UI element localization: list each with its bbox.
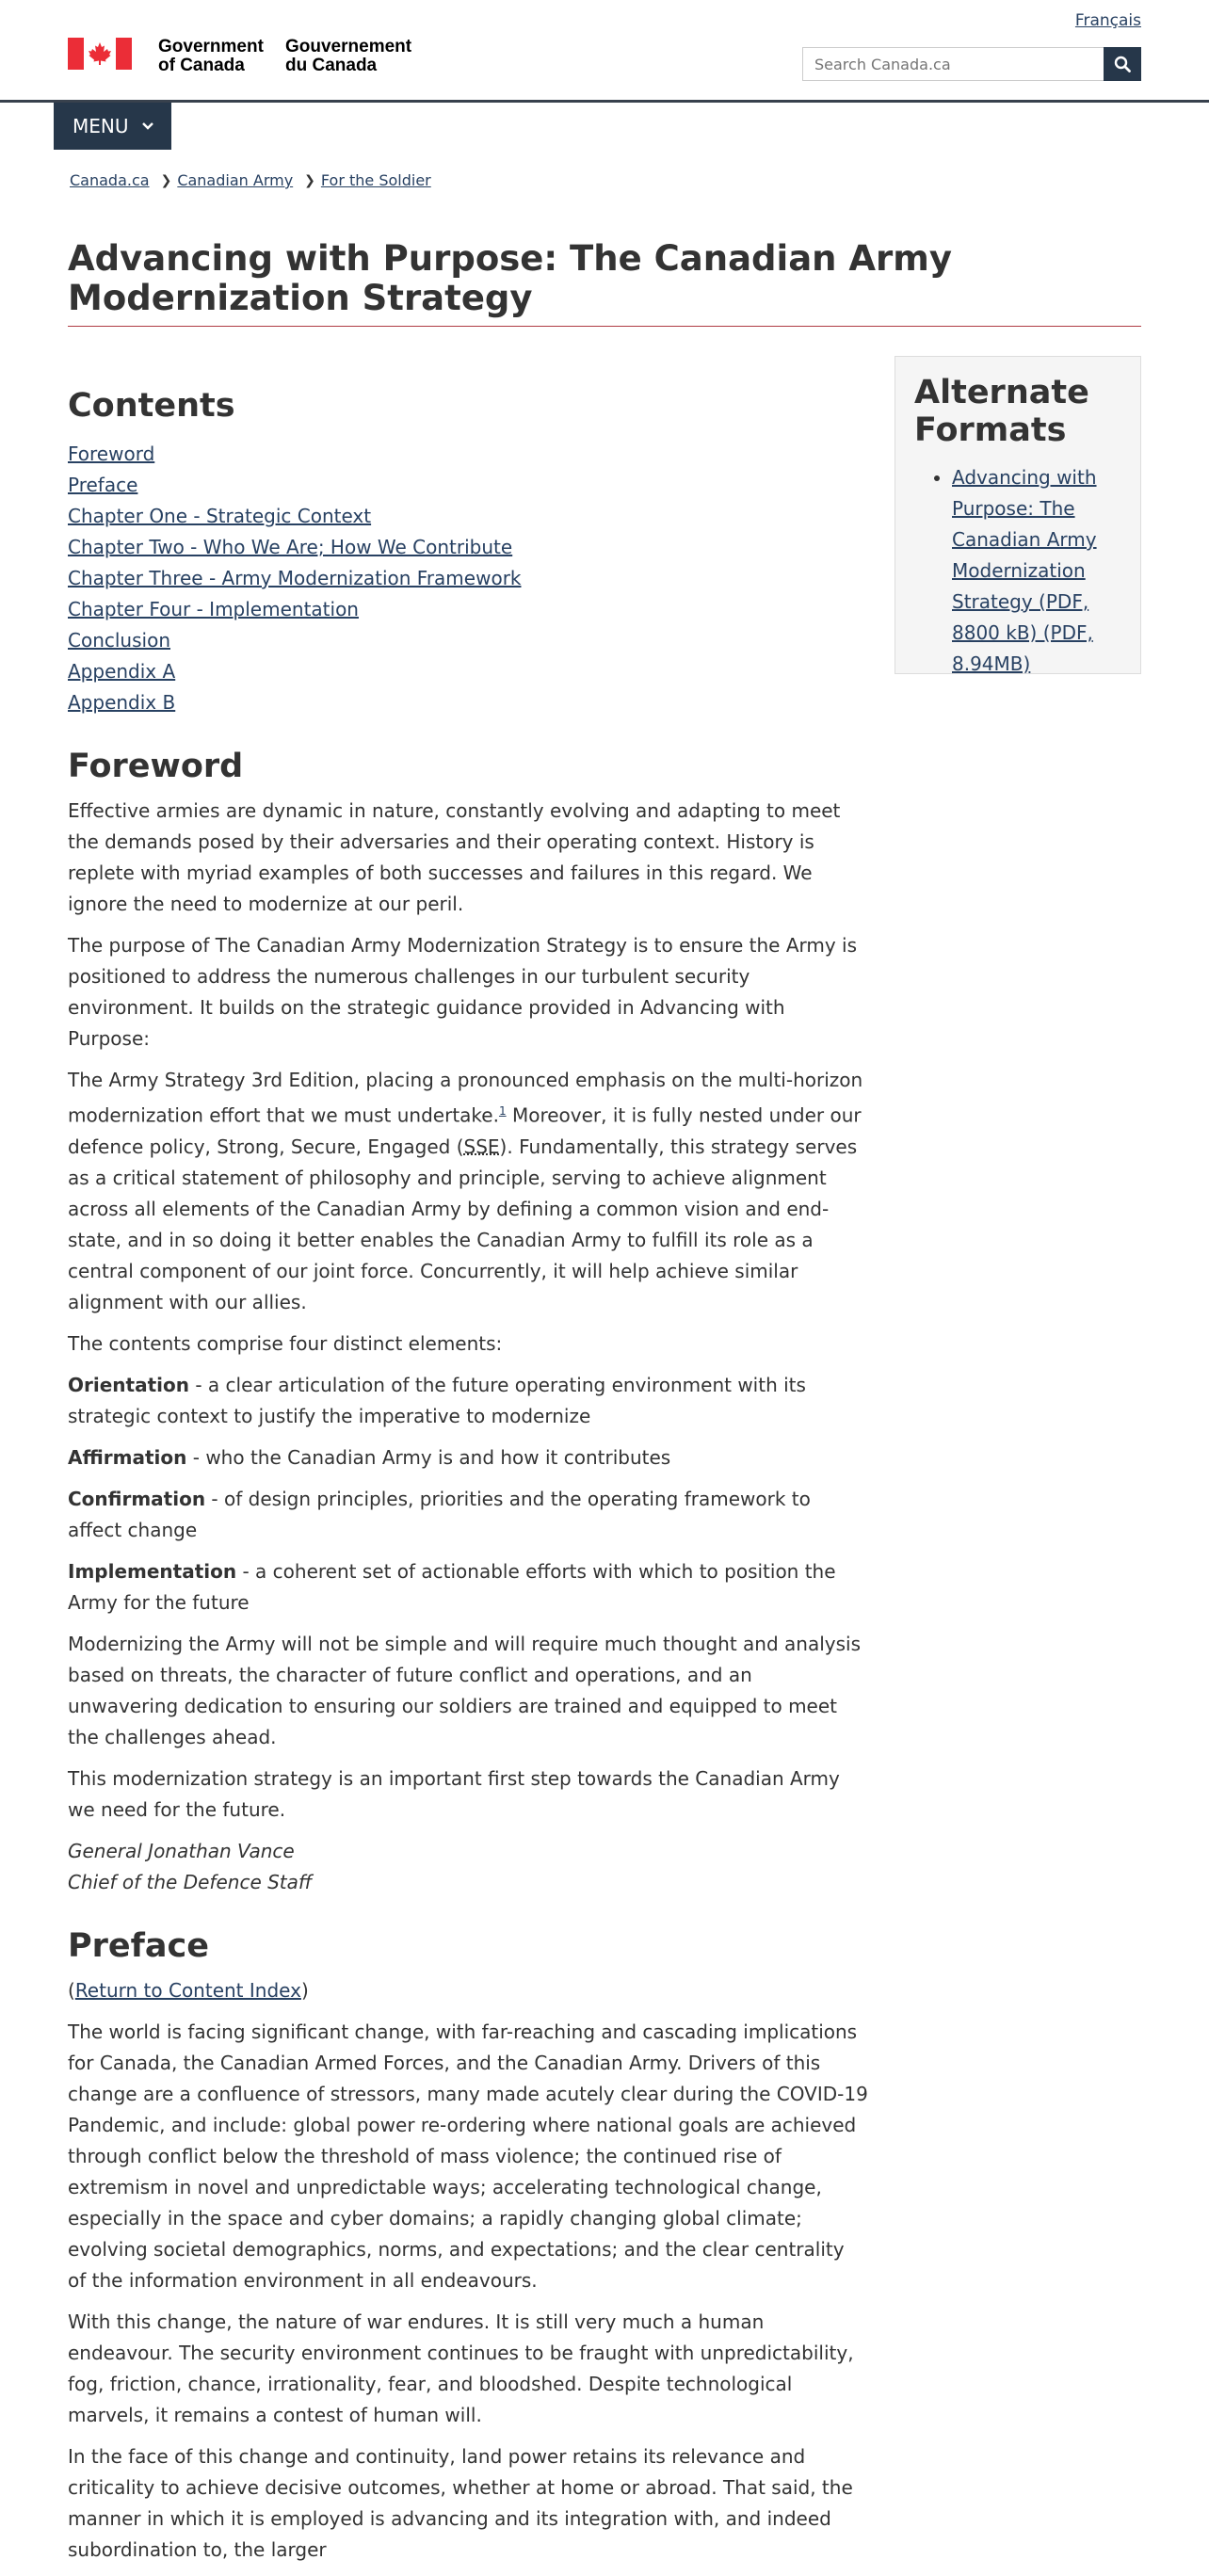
list-item	[68, 594, 868, 625]
list-item	[68, 656, 868, 687]
paragraph: The purpose of The Canadian Army Modernization Strategy is to ensure the Army is positioned to address the numerous challenges in our turbulent security environment. It builds on the strategic guidance provided in Advancing with Purpose:	[68, 934, 858, 1050]
wordmark-english: Government of Canada	[158, 37, 264, 75]
foreword-heading: Foreword	[68, 748, 244, 785]
return-to-content-index-link[interactable]: Return to Content Index	[74, 1978, 301, 2002]
toc-link-conclusion[interactable]: Conclusion	[68, 629, 170, 652]
search-icon	[1114, 56, 1131, 72]
language-toggle-link[interactable]: Français	[1074, 11, 1141, 30]
government-of-canada-logo[interactable]	[68, 38, 412, 75]
toc-link-chapter-one[interactable]: Chapter One - Strategic Context	[68, 505, 372, 527]
footnote-link[interactable]: 1	[498, 1104, 507, 1118]
list-item	[952, 462, 1121, 680]
list-item	[68, 625, 868, 656]
paragraph: In the face of this change and continuity, land power retains its relevance and criticality to achieve decisive outcomes, whether at home or abroad. That said, the manner in which it is employed is advancing and its integration with, and indeed subordination to, the larger	[68, 2444, 853, 2561]
preface-section	[68, 1926, 868, 2566]
paragraph: With this change, the nature of war endures. It is still very much a human endeavour. The security environment continues to be fraught with unpredictability, fog, friction, chance, irrationality, fear, and bloodshed. Despite technological marvels, it remains a contest of human will.	[68, 2310, 854, 2426]
paragraph: The world is facing significant change, with far-reaching and cascading implications for Canada, the Canadian Armed Forces, and the Canadian Army. Drivers of this change are a confluence of stressors, many made acutely clear during the COVID-19 Pandemic, and include: global power re-ordering where national goals are achieved through conflict below the threshold of mass violence; the continued rise of extremism in novel and unpredictable ways; accelerating technological change, especially in the space and cyber domains; a rapidly changing global climate; evolving societal demographics, norms, and expectations; and the clear centrality of the information environment in all endeavours.	[68, 2020, 868, 2292]
list-item	[68, 501, 868, 532]
paragraph: Effective armies are dynamic in nature, constantly evolving and adapting to meet the demands posed by their adversaries and their operating context. History is replete with myriad examples of both successes and failures in this regard. We ignore the need to modernize at our peril.	[68, 799, 841, 915]
list-item	[68, 563, 868, 594]
toc-link-appendix-b[interactable]: Appendix B	[68, 691, 176, 714]
alternate-format-pdf-link[interactable]: Advancing with Purpose: The Canadian Army Modernization Strategy (PDF, 8800 kB) (PDF, 8.94MB)	[952, 466, 1097, 675]
element-affirmation: Affirmation - who the Canadian Army is and how it contributes	[68, 1445, 671, 1469]
chevron-right-icon: ❯	[304, 172, 315, 188]
breadcrumb-canadian-army[interactable]: Canadian Army	[177, 171, 294, 189]
list-item	[68, 687, 868, 718]
alternate-formats-panel	[895, 356, 1141, 674]
toc-link-foreword[interactable]: Foreword	[68, 443, 155, 465]
signature-name: General Jonathan Vance	[68, 1839, 295, 1862]
element-implementation: Implementation - a coherent set of actionable efforts with which to position the Army for the future	[68, 1559, 836, 1614]
paragraph: This modernization strategy is an important first step towards the Canadian Army we need for the future.	[68, 1766, 840, 1821]
signature-block	[68, 1836, 868, 1898]
preface-heading: Preface	[68, 1926, 209, 1965]
breadcrumb	[70, 171, 431, 189]
page-title: Advancing with Purpose: The Canadian Army Modernization Strategy	[68, 238, 952, 318]
toc-link-chapter-two[interactable]: Chapter Two - Who We Are; How We Contribute	[68, 536, 513, 558]
paragraph: The Army Strategy 3rd Edition, placing a pronounced emphasis on the multi-horizon modernization effort that we must undertake.$^1$ Moreover, it is fully nested under our defence policy, Strong, Secure, Engaged (SSE). Fundamentally, this strategy serves as a critical statement of philosophy and principle, serving to achieve alignment across all elements of the Canadian Army by defining a common vision and end-state, and in so doing it better enables the Canadian Army to fulfill its role as a central component of our joint force. Concurrently, it will help achieve similar alignment with our allies.	[68, 1069, 863, 1313]
toc-link-appendix-a[interactable]: Appendix A	[68, 660, 176, 683]
wordmark-french: Gouvernement du Canada	[285, 37, 412, 75]
abbreviation-sse: SSE	[463, 1135, 500, 1158]
menu-button[interactable]: MENU	[54, 103, 171, 150]
contents-list	[68, 439, 868, 718]
breadcrumb-canada-ca[interactable]: Canada.ca	[70, 171, 150, 189]
return-to-index: (Return to Content Index)	[68, 1978, 309, 2002]
canada-flag-icon	[68, 38, 132, 70]
list-item	[68, 470, 868, 501]
main-content	[68, 386, 868, 2576]
search-button[interactable]	[1104, 47, 1141, 81]
list-item	[68, 532, 868, 563]
toc-link-chapter-three[interactable]: Chapter Three - Army Modernization Framework	[68, 567, 522, 589]
foreword-section	[68, 747, 868, 1898]
contents-heading: Contents	[68, 387, 235, 425]
paragraph: Modernizing the Army will not be simple and will require much thought and analysis based on threats, the character of future conflict and operations, and an unwavering dedication to ensuring our soldiers are trained and equipped to meet the challenges ahead.	[68, 1632, 861, 1748]
search-input[interactable]	[802, 47, 1104, 81]
site-search	[802, 47, 1141, 81]
paragraph: The contents comprise four distinct elements:	[68, 1331, 503, 1355]
toc-link-chapter-four[interactable]: Chapter Four - Implementation	[68, 598, 359, 620]
element-confirmation: Confirmation - of design principles, priorities and the operating framework to affect change	[68, 1487, 811, 1541]
alternate-formats-heading: Alternate Formats	[914, 374, 1089, 449]
element-orientation: Orientation - a clear articulation of the future operating environment with its strategic context to justify the imperative to modernize	[68, 1373, 806, 1427]
list-item	[68, 439, 868, 470]
chevron-right-icon: ❯	[160, 172, 172, 188]
chevron-down-icon	[142, 122, 153, 130]
title-divider	[68, 326, 1141, 327]
breadcrumb-for-the-soldier[interactable]: For the Soldier	[320, 171, 431, 189]
signature-title: Chief of the Defence Staff	[68, 1870, 313, 1893]
toc-link-preface[interactable]: Preface	[68, 474, 138, 496]
header-divider	[0, 100, 1209, 103]
